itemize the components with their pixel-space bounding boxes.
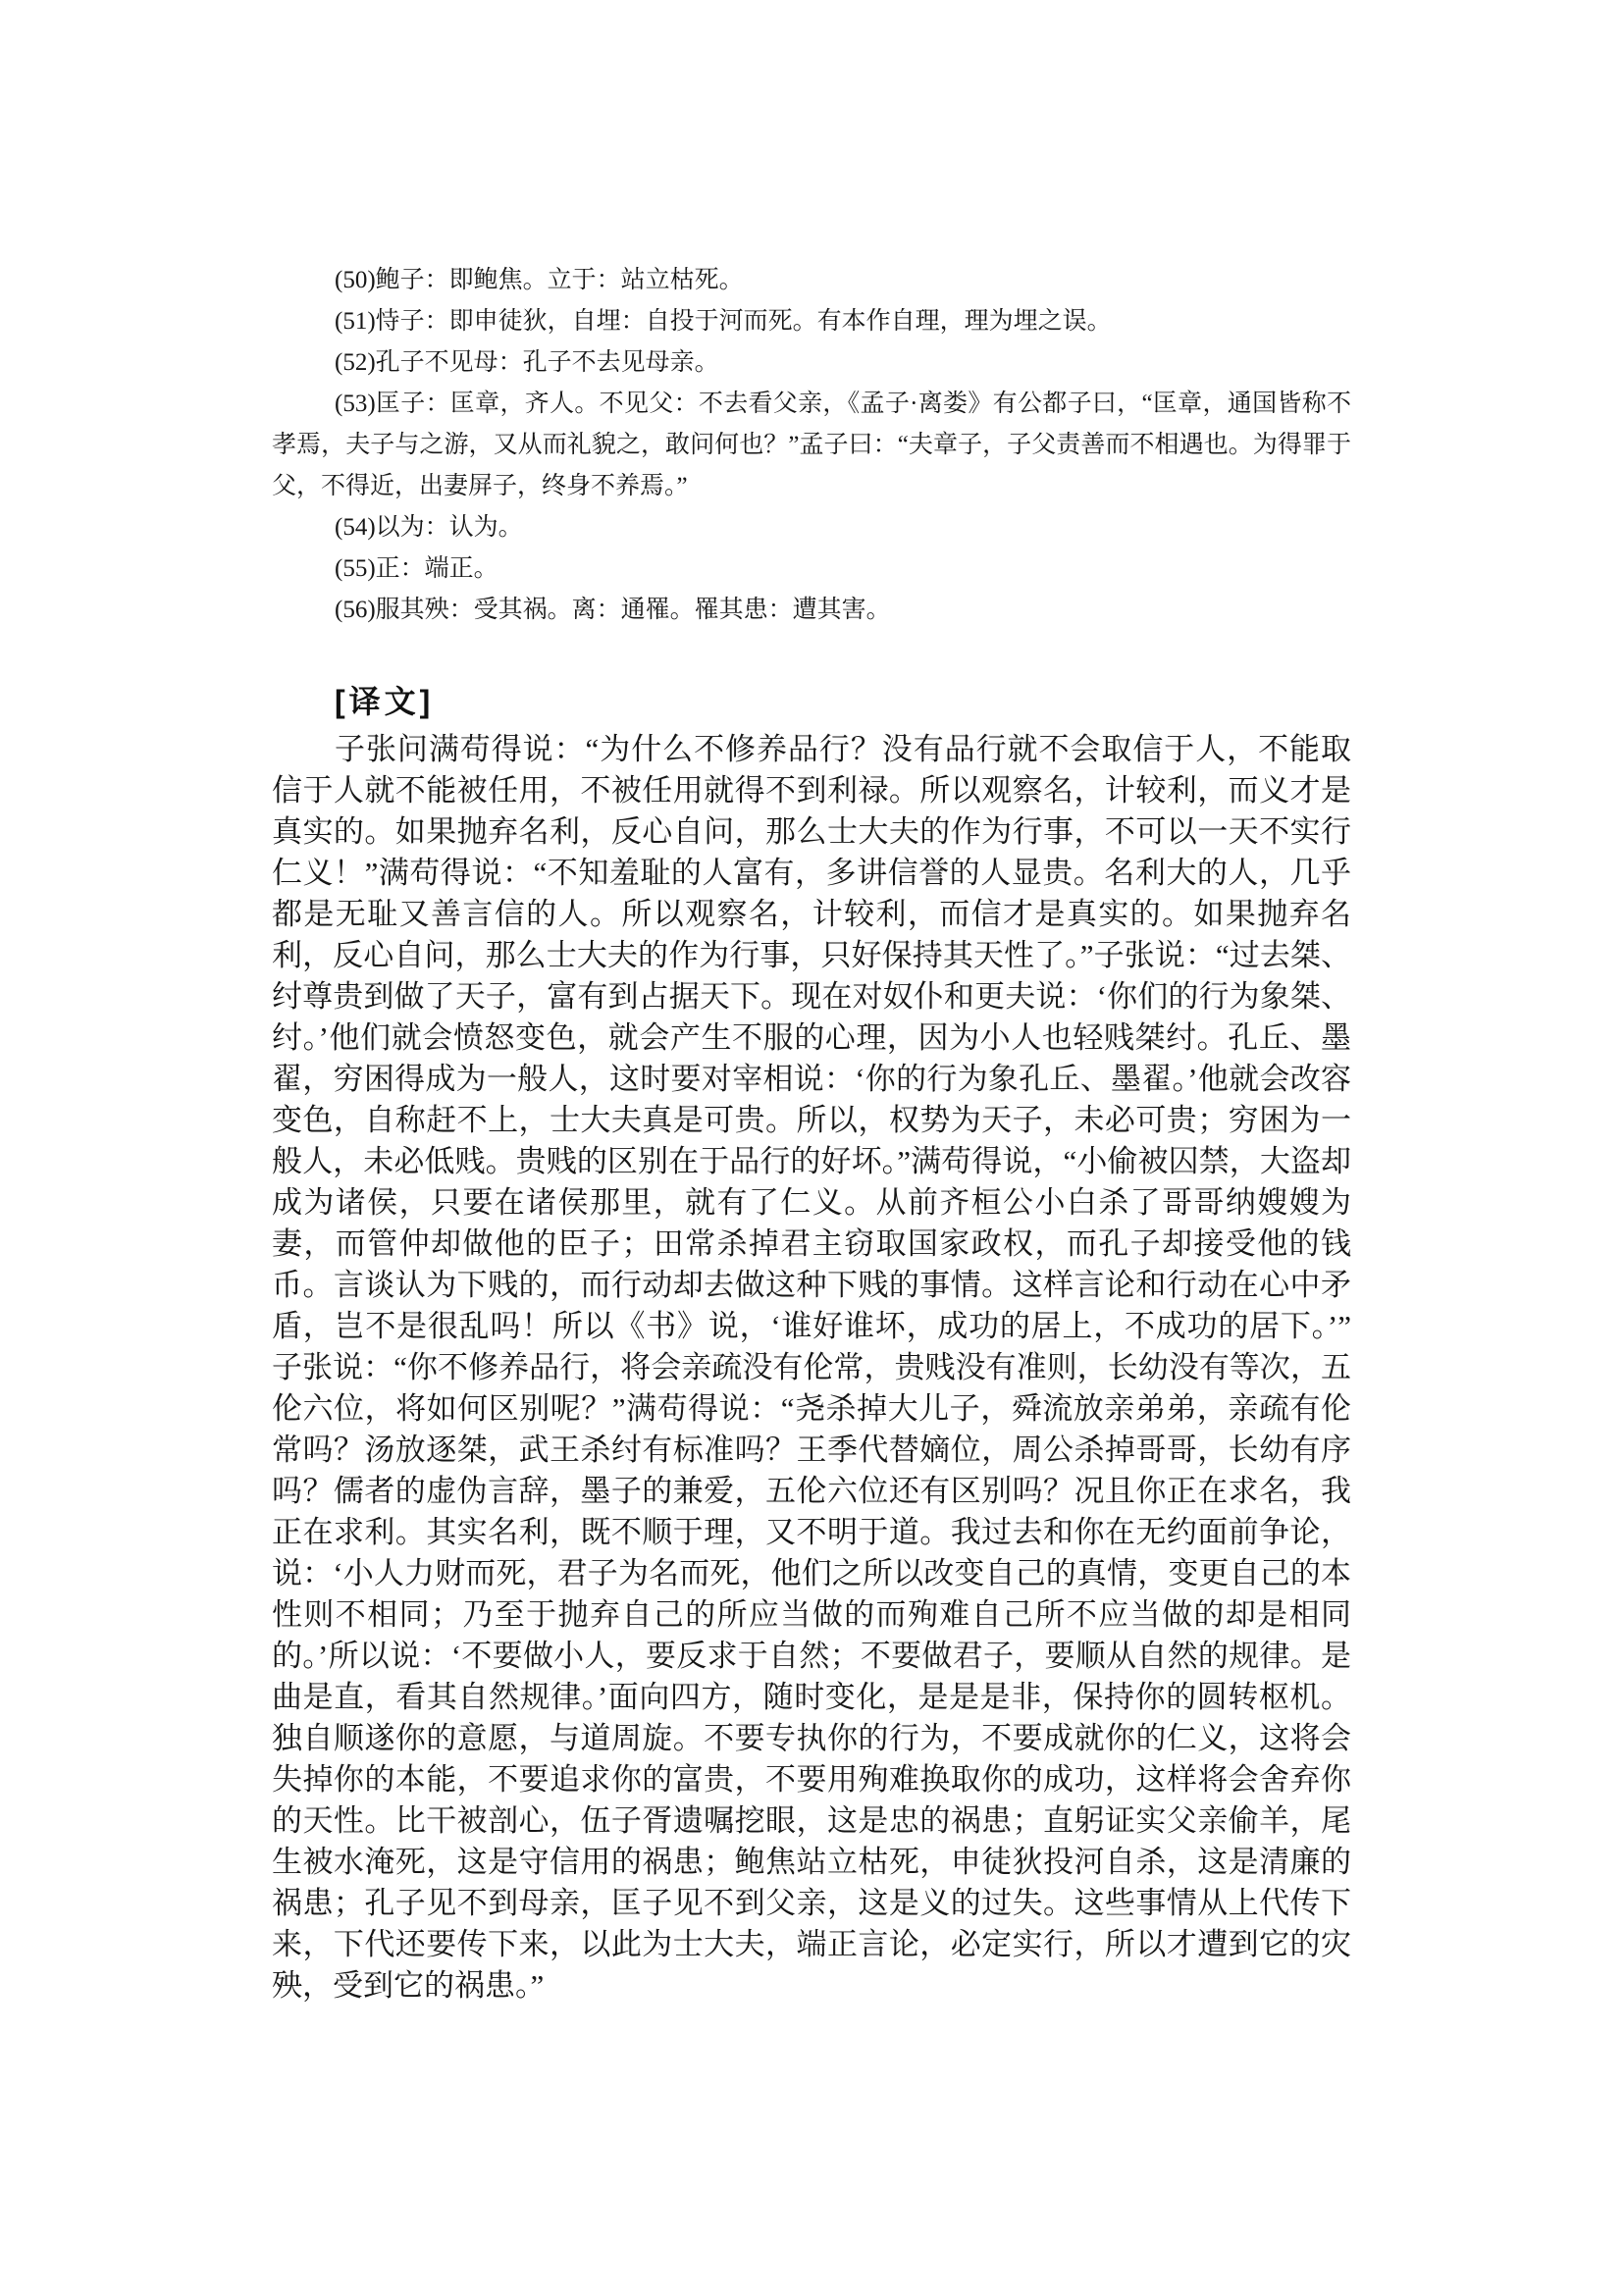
annotation-note-54: (54)以为：认为。 [335, 514, 523, 541]
annotation-note-52: (52)孔子不见母：孔子不去见母亲。 [335, 349, 719, 376]
translation-paragraph: 子张问满苟得说：“为什么不修养品行？没有品行就不会取信于人，不能取信于人就不能被任用，不被任用就得不到利禄。所以观察名，计较利，而义才是真实的。如果抛弃名利，反心自问，那么士大夫的作为行事，不可以一天不实行仁义！”满苟得说：“不知羞耻的人富有，多讲信誉的人显贵。名利大的人，几乎都是无耻又善言信的人。所以观察名，计较利，而信才是真实的。如果抛弃名利，反心自问，那么士大夫的作为行事，只好保持其天性了。”子张说：“过去桀、纣尊贵到做了天子，富有到占据天下。现在对奴仆和更夫说：‘你们的行为象桀、纣。’他们就会愤怒变色，就会产生不服的心理，因为小人也轻贱桀纣。孔丘、墨翟，穷困得成为一般人，这时要对宰相说：‘你的行为象孔丘、墨翟。’他就会改容变色，自称赶不上，士大夫真是可贵。所以，权势为天子，未必可贵；穷困为一般人，未必低贱。贵贱的区别在于品行的好坏。”满苟得说，“小偷被囚禁，大盗却成为诸侯，只要在诸侯那里，就有了仁义。从前齐桓公小白杀了哥哥纳嫂嫂为妻，而管仲却做他的臣子；田常杀掉君主窃取国家政权，而孔子却接受他的钱币。言谈认为下贱的，而行动却去做这种下贱的事情。这样言论和行动在心中矛盾，岂不是很乱吗！所以《书》说，‘谁好谁坏，成功的居上，不成功的居下。’”子张说：“你不修养品行，将会亲疏没有伦常，贵贱没有准则，长幼没有等次，五伦六位，将如何区别呢？”满苟得说：“尧杀掉大儿子，舜流放亲弟弟，亲疏有伦常吗？汤放逐桀，武王杀纣有标准吗？王季代替嫡位，周公杀掉哥哥，长幼有序吗？儒者的虚伪言辞，墨子的兼爱，五伦六位还有区别吗？况且你正在求名，我正在求利。其实名利，既不顺于理，又不明于道。我过去和你在无约面前争论，说：‘小人力财而死，君子为名而死，他们之所以改变自己的真情，变更自己的本性则不相同；乃至于抛弃自己的所应当做的而殉难自己所不应当做的却是相同的。’所以说：‘不要做小人，要反求于自然；不要做君子，要顺从自然的规律。是曲是直，看其自然规律。’面向四方，随时变化，是是是非，保持你的圆转枢机。独自顺遂你的意愿，与道周旋。不要专执你的行为，不要成就你的仁义，这将会失掉你的本能，不要追求你的富贵，不要用殉难换取你的成功，这样将会舍弃你的天性。比干被剖心，伍子胥遗嘱挖眼，这是忠的祸患；直躬证实父亲偷羊，尾生被水淹死，这是守信用的祸患；鲍焦站立枯死，申徒狄投河自杀，这是清廉的祸患；孔子见不到母亲，匡子见不到父亲，这是义的过失。这些事情从上代传下来，下代还要传下来，以此为士大夫，端正言论，必定实行，所以才遭到它的灾殃，受到它的祸患。” [272, 732, 1351, 2003]
annotation-note-50: (50)鲍子：即鲍焦。立于：站立枯死。 [335, 267, 744, 293]
annotation-note-51: (51)恃子：即申徒狄，自埋：自投于河而死。有本作自理，理为埋之误。 [335, 308, 1112, 335]
page-content [272, 260, 1351, 2007]
annotation-note-55: (55)正：端正。 [335, 555, 498, 582]
annotation-note-53: (53)匡子：匡章，齐人。不见父：不去看父亲，《孟子·离娄》有公都子曰，“匡章，通国皆称不孝焉，夫子与之游，又从而礼貌之，敢问何也？”孟子曰：“夫章子，子父责善而不相遇也。为得罪于父，不得近，出妻屏子，终身不养焉。” [272, 391, 1351, 499]
translation-section-header: [译文] [335, 684, 435, 719]
annotations-section [272, 260, 1351, 631]
annotation-note-56: (56)服其殃：受其祸。离：通罹。罹其患：遭其害。 [335, 597, 891, 623]
